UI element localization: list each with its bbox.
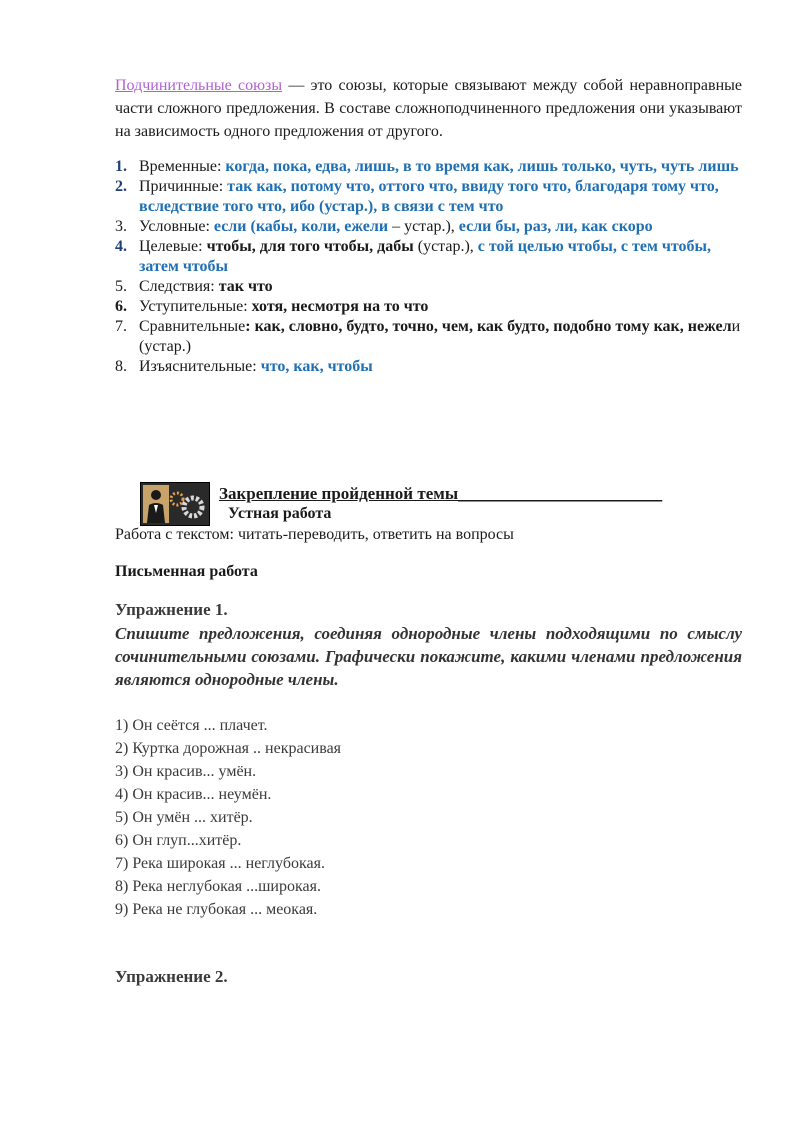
topic-title: Закрепление пройденной темы________________________ [219, 484, 663, 503]
exercise-1-title: Упражнение 1. [115, 600, 228, 619]
topic-header [140, 480, 740, 526]
intro-paragraph [115, 74, 742, 143]
list-item: 8) Река неглубокая ...широкая. [115, 878, 321, 895]
list-item: 3) Он красив... умён. [115, 763, 257, 780]
list-number: 6. [115, 298, 127, 315]
list-conjunctions: с той целью чтобы, с тем чтобы, затем чтобы [139, 238, 712, 275]
list-item [115, 357, 742, 377]
list-conjunctions: что, как, чтобы [260, 358, 373, 375]
list-number: 1. [115, 158, 127, 175]
list-item [115, 157, 742, 177]
teacher-gears-icon [140, 482, 210, 526]
list-item [115, 217, 742, 237]
list-label: Изъяснительные: [139, 358, 261, 375]
list-conjunctions: когда, пока, едва, лишь, в то время как, лишь только, чуть, чуть лишь [225, 158, 739, 175]
list-item [115, 297, 742, 317]
list-note: и (устар.) [139, 318, 741, 355]
list-label: Следствия: [139, 278, 219, 295]
list-item [115, 177, 742, 217]
list-conjunctions-bold: чтобы, для того чтобы, дабы [206, 238, 414, 255]
list-conjunctions-bold: так что [218, 278, 273, 295]
list-label: Условные: [139, 218, 214, 235]
list-item: 4) Он красив... неумён. [115, 786, 272, 803]
list-item [115, 237, 742, 277]
list-conjunctions-bold: : как, словно, будто, точно, чем, как будто, подобно тому как, нежел [245, 318, 732, 335]
list-label: Причинные: [139, 178, 228, 195]
oral-work-heading: Устная работа [228, 505, 332, 522]
list-note: – устар.), [388, 218, 459, 235]
list-note: (устар.), [413, 238, 478, 255]
list-conjunctions-extra: если бы, раз, ли, как скоро [458, 218, 653, 235]
list-label: Уступительные: [139, 298, 252, 315]
content [115, 74, 742, 377]
list-label: Временные: [139, 158, 226, 175]
list-item: 9) Река не глубокая ... меокая. [115, 901, 318, 918]
text-task: Работа с текстом: читать-переводить, ответить на вопросы [115, 526, 514, 543]
list-conjunctions-bold: хотя, несмотря на то что [251, 298, 429, 315]
list-number: 7. [115, 318, 127, 335]
list-item: 6) Он глуп...хитёр. [115, 832, 242, 849]
subordinating-conjunctions-link[interactable]: Подчинительные союзы [115, 77, 283, 94]
list-number: 5. [115, 278, 127, 295]
list-number: 2. [115, 178, 127, 195]
list-item [115, 277, 742, 297]
list-label: Сравнительные [139, 318, 246, 335]
list-item: 1) Он сеётся ... плачет. [115, 717, 268, 734]
list-item: 5) Он умён ... хитёр. [115, 809, 253, 826]
exercise-1-task: Спишите предложения, соединяя однородные члены подходящими по смыслу сочинительными союзами. Графически покажите, какими членами предложения являются однородные члены. [115, 624, 742, 689]
list-item: 2) Куртка дорожная .. некрасивая [115, 740, 342, 757]
list-item [115, 317, 742, 357]
list-label: Целевые: [139, 238, 207, 255]
list-number: 8. [115, 358, 127, 375]
conjunction-list [115, 157, 742, 377]
list-number: 3. [115, 218, 127, 235]
list-number: 4. [115, 238, 127, 255]
list-conjunctions: так как, потому что, оттого что, ввиду того что, благодаря тому что, вследствие того что, ибо (устар.), в связи с тем что [139, 178, 719, 215]
list-item: 7) Река широкая ... неглубокая. [115, 855, 325, 872]
written-work-heading: Письменная работа [115, 563, 258, 580]
list-conjunctions: если (кабы, коли, ежели [213, 218, 389, 235]
exercise-1-sentences [115, 714, 341, 921]
intro-text: — это союзы, которые связывают между собой неравноправные части сложного предложения. В составе сложноподчиненного предложения они указывают на зависимость одного предложения от другого. [115, 77, 742, 140]
exercise-2-title: Упражнение 2. [115, 967, 228, 986]
